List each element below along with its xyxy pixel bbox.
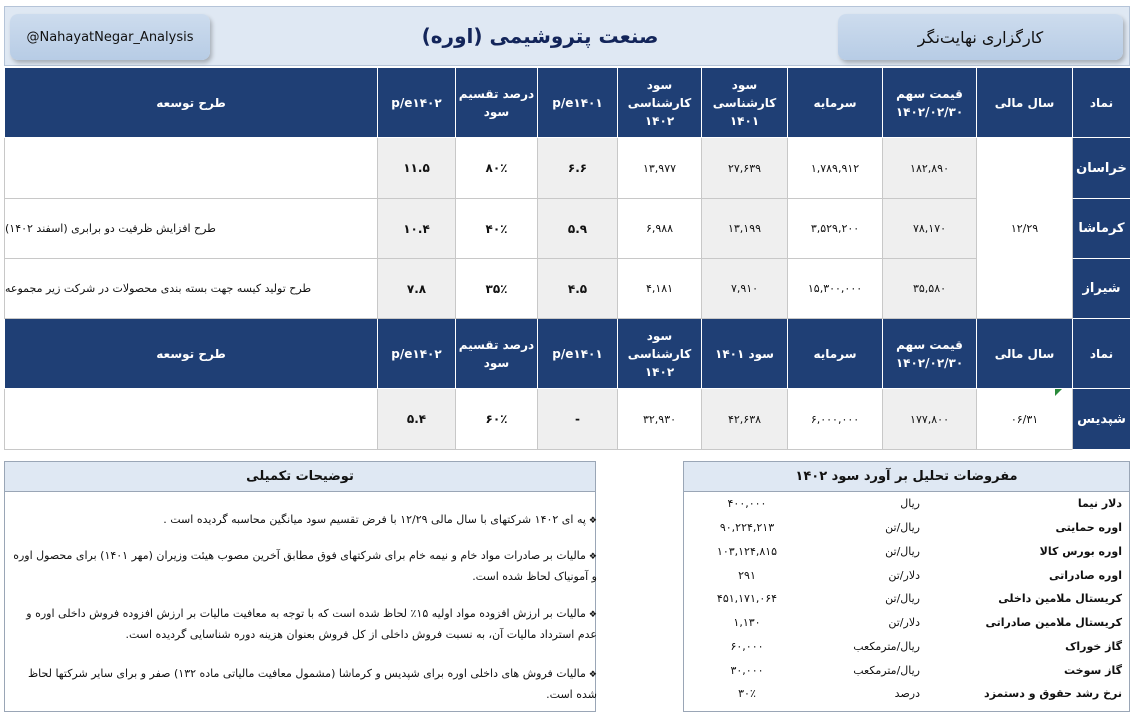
- assumption-value: ۴۰۰,۰۰۰: [727, 497, 767, 511]
- pe1401-cell: ۴.۵: [537, 259, 617, 319]
- cell-comment-marker: [1055, 389, 1062, 396]
- capital-cell: ۱۵,۳۰۰,۰۰۰: [787, 259, 882, 319]
- th-pe1402: p/e۱۴۰۲: [377, 319, 455, 389]
- capital-cell: ۳,۵۲۹,۲۰۰: [787, 199, 882, 259]
- pe1402-cell: ۱۰.۴: [377, 199, 455, 259]
- note-item: [11, 546, 597, 587]
- eps1401-cell: ۷,۹۱۰: [701, 259, 787, 319]
- price-cell: ۱۷۷,۸۰۰: [882, 389, 976, 450]
- assumption-value: ۶۰,۰۰۰: [730, 639, 764, 653]
- row-name: کرماشا: [1072, 199, 1130, 259]
- plan-cell: طرح افزایش ظرفیت دو برابری (اسفند ۱۴۰۲): [4, 199, 377, 259]
- bullet-icon: ❖: [588, 552, 597, 562]
- th-pe1401: p/e۱۴۰۱: [537, 68, 617, 138]
- assumption-row: [684, 611, 1130, 635]
- assumptions-title: مفروضات تحلیل بر آورد سود ۱۴۰۲: [684, 462, 1129, 492]
- row-name: خراسان: [1072, 138, 1130, 199]
- payout-cell: ۴۰٪: [455, 199, 537, 259]
- assumption-unit: دلار/تن: [888, 616, 920, 630]
- assumption-value: ۱,۱۳۰: [733, 616, 761, 630]
- th-plan: طرح توسعه: [4, 68, 377, 138]
- eps1401-cell: ۴۲,۶۳۸: [701, 389, 787, 450]
- th-symbol: نماد: [1072, 319, 1130, 389]
- assumptions-list: [684, 492, 1130, 706]
- table2-body: [4, 389, 1130, 450]
- pe1401-cell: ۵.۹: [537, 199, 617, 259]
- price-cell: ۷۸,۱۷۰: [882, 199, 976, 259]
- th-capital: سرمایه: [787, 319, 882, 389]
- eps1402-cell: ۳۲,۹۳۰: [617, 389, 701, 450]
- broker-badge: [838, 14, 1123, 60]
- pe1401-cell: -: [537, 389, 617, 450]
- table2-header: [4, 319, 1130, 389]
- th-symbol: نماد: [1072, 68, 1130, 138]
- handle-text: @NahayatNegar_Analysis: [26, 29, 194, 45]
- assumption-row: [684, 587, 1130, 611]
- th-pe1401: p/e۱۴۰۱: [537, 319, 617, 389]
- assumption-value: ۱۰۳,۱۲۴,۸۱۵: [716, 544, 778, 558]
- assumption-row: [684, 563, 1130, 587]
- assumptions-panel: [683, 461, 1130, 712]
- assumption-value: ۳۰,۰۰۰: [730, 663, 764, 677]
- bullet-icon: ❖: [588, 610, 597, 620]
- note-text: مالیات بر صادرات مواد خام و نیمه خام برای شرکتهای فوق مطابق آخرین مصوب هیئت وزیران (مهر ۱۴۰۱) برای محصول اوره و آمونیاک لحاظ شده است.: [13, 549, 597, 583]
- assumption-unit: دلار/تن: [888, 568, 920, 582]
- notes-title: توضیحات تکمیلی: [5, 462, 595, 492]
- plan-cell: [4, 138, 377, 199]
- th-eps1402: سود کارشناسی ۱۴۰۲: [617, 319, 701, 389]
- th-pe1402: p/e۱۴۰۲: [377, 68, 455, 138]
- handle-badge: [10, 14, 210, 60]
- eps1402-cell: ۱۳,۹۷۷: [617, 138, 701, 199]
- price-cell: ۳۵,۵۸۰: [882, 259, 976, 319]
- th-eps1401: سود ۱۴۰۱: [701, 319, 787, 389]
- th-payout: درصد تقسیم سود: [455, 319, 537, 389]
- th-payout: درصد تقسیم سود: [455, 68, 537, 138]
- assumption-name: اوره بورس کالا: [1039, 544, 1122, 558]
- capital-cell: ۱,۷۸۹,۹۱۲: [787, 138, 882, 199]
- pe1402-cell: ۷.۸: [377, 259, 455, 319]
- note-item: [11, 510, 597, 531]
- th-price: قیمت سهم ۱۴۰۲/۰۲/۳۰: [882, 319, 976, 389]
- eps1402-cell: ۴,۱۸۱: [617, 259, 701, 319]
- assumption-name: گاز خوراک: [1065, 639, 1122, 653]
- note-item: [11, 664, 597, 705]
- page-title: صنعت پتروشیمی (اوره): [421, 24, 659, 48]
- pe1402-cell: ۵.۴: [377, 389, 455, 450]
- th-price: قیمت سهم ۱۴۰۲/۰۲/۳۰: [882, 68, 976, 138]
- th-eps1401: سود کارشناسی ۱۴۰۱: [701, 68, 787, 138]
- broker-name: کارگزاری نهایت‌نگر: [917, 27, 1044, 47]
- payout-cell: ۶۰٪: [455, 389, 537, 450]
- pe1401-cell: ۶.۶: [537, 138, 617, 199]
- note-item: [11, 604, 597, 645]
- th-plan: طرح توسعه: [4, 319, 377, 389]
- table1-header: [4, 68, 1130, 138]
- row-name: شیراز: [1072, 259, 1130, 319]
- plan-cell: [4, 389, 377, 450]
- payout-cell: ۳۵٪: [455, 259, 537, 319]
- assumption-value: ۳۰٪: [738, 687, 756, 701]
- assumption-name: گاز سوخت: [1064, 663, 1122, 677]
- th-eps1402: سود کارشناسی ۱۴۰۲: [617, 68, 701, 138]
- assumption-name: کریستال ملامین صادراتی: [985, 616, 1122, 630]
- assumption-row: [684, 658, 1130, 682]
- bullet-icon: ❖: [588, 516, 597, 526]
- note-text: په ای ۱۴۰۲ شرکتهای با سال مالی ۱۲/۲۹ با فرض تقسیم سود میانگین محاسبه گردیده است .: [163, 513, 586, 526]
- assumption-value: ۲۹۱: [738, 568, 756, 582]
- assumption-unit: ریال/تن: [885, 544, 920, 558]
- eps1401-cell: ۱۳,۱۹۹: [701, 199, 787, 259]
- assumption-unit: ریال: [900, 497, 920, 511]
- notes-panel: [4, 461, 596, 712]
- table1-body: [4, 138, 1130, 319]
- capital-cell: ۶,۰۰۰,۰۰۰: [787, 389, 882, 450]
- bullet-icon: ❖: [588, 670, 597, 680]
- assumption-row: [684, 492, 1130, 516]
- assumption-name: دلار نیما: [1077, 497, 1122, 511]
- assumption-unit: درصد: [894, 687, 920, 701]
- assumption-unit: ریال/مترمکعب: [853, 639, 920, 653]
- th-fiscal-year: سال مالی: [976, 319, 1072, 389]
- note-text: مالیات بر ارزش افزوده مواد اولیه ۱۵٪ لحاظ شده است که با توجه به معافیت مالیات بر ارزش افزوده فروش داخلی اوره و عدم استرداد مالیات آن، به نسبت فروش داخلی از کل فروش بعنوان هزینه دوره شناسایی گردیده است.: [26, 607, 597, 641]
- fiscal-year-cell: ۱۲/۲۹: [976, 138, 1072, 319]
- assumption-row: [684, 540, 1130, 564]
- assumption-name: اوره صادراتی: [1048, 568, 1122, 582]
- eps1401-cell: ۲۷,۶۳۹: [701, 138, 787, 199]
- assumption-value: ۴۵۱,۱۷۱,۰۶۴: [716, 592, 778, 606]
- assumption-unit: ریال/مترمکعب: [853, 663, 920, 677]
- th-capital: سرمایه: [787, 68, 882, 138]
- assumption-unit: ریال/تن: [885, 521, 920, 535]
- assumption-row: [684, 516, 1130, 540]
- plan-cell: طرح تولید کیسه جهت بسته بندی محصولات در شرکت زیر مجموعه: [4, 259, 377, 319]
- th-fiscal-year: سال مالی: [976, 68, 1072, 138]
- assumption-name: نرخ رشد حقوق و دستمزد: [984, 687, 1122, 701]
- eps1402-cell: ۶,۹۸۸: [617, 199, 701, 259]
- assumption-row: [684, 635, 1130, 659]
- pe1402-cell: ۱۱.۵: [377, 138, 455, 199]
- assumption-name: اوره حمایتی: [1055, 521, 1122, 535]
- row-name: شپدیس: [1072, 389, 1130, 450]
- price-cell: ۱۸۲,۸۹۰: [882, 138, 976, 199]
- assumption-unit: ریال/تن: [885, 592, 920, 606]
- payout-cell: ۸۰٪: [455, 138, 537, 199]
- fiscal-year-cell: ۰۶/۳۱: [976, 389, 1072, 450]
- note-text: مالیات فروش های داخلی اوره برای شپدیس و کرماشا (مشمول معافیت مالیاتی ماده ۱۳۲) صفر و برای سایر شرکتها لحاظ شده است.: [27, 667, 597, 701]
- assumption-name: کریستال ملامین داخلی: [998, 592, 1122, 606]
- assumption-row: [684, 682, 1130, 706]
- assumption-value: ۹۰,۲۲۴,۲۱۳: [719, 521, 775, 535]
